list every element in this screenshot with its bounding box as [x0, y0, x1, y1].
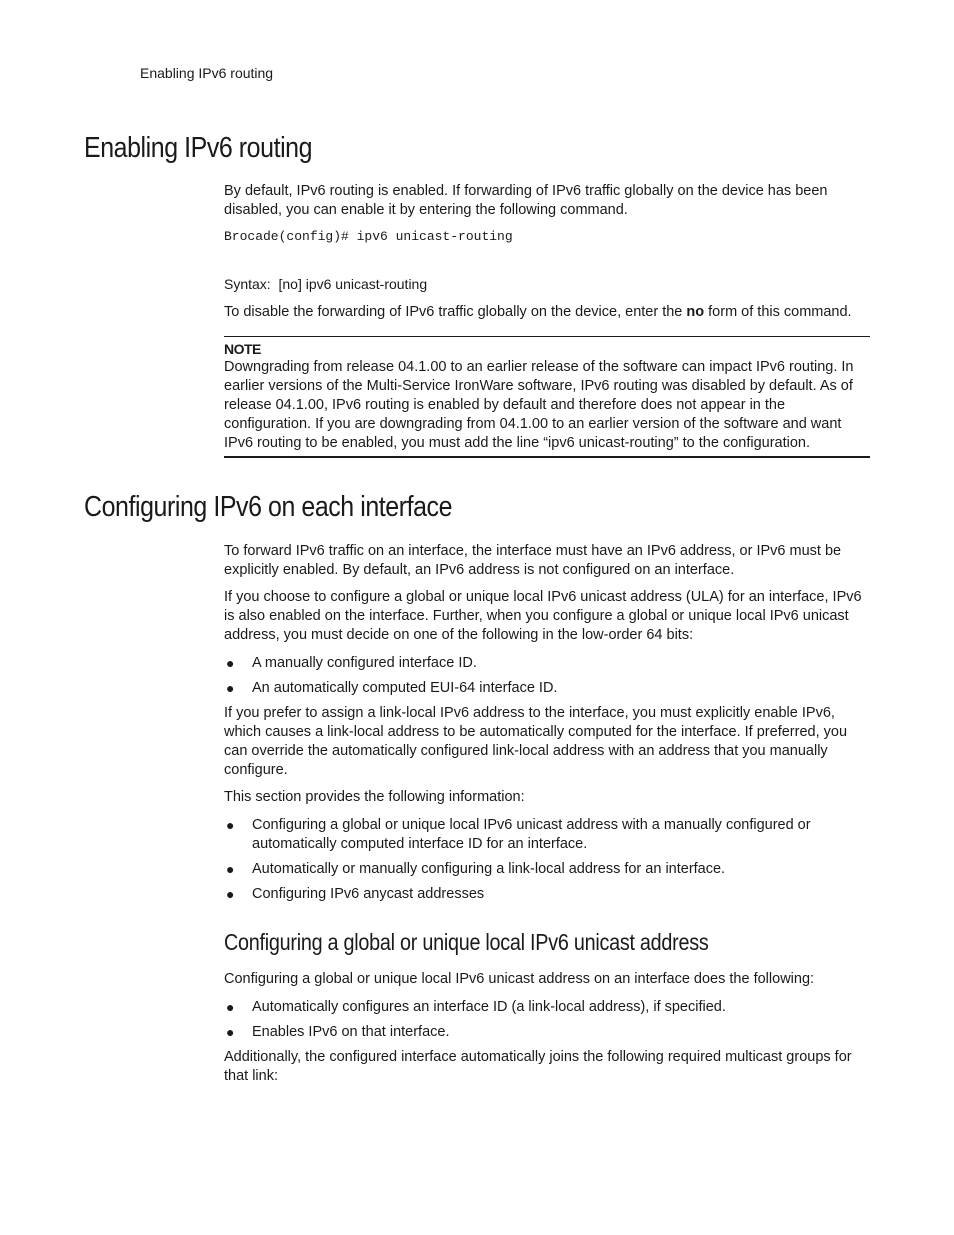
- syntax-bracket-open: [: [278, 276, 283, 292]
- list-item: ● Automatically configures an interface ID (a link-local address), if specified.: [226, 999, 726, 1015]
- intro-paragraph: By default, IPv6 routing is enabled. If forwarding of IPv6 traffic globally on the device has been disabled, you can enable it by entering the following command.: [224, 183, 828, 218]
- note-text: Downgrading from release 04.1.00 to an earlier release of the software can impact IPv6 routing. In earlier versions of the Multi-Service IronWare software, IPv6 routing was disabled by default. As of release 04.1.00, IPv6 routing is enabled by default and therefore does not appear in the configuration. If you are downgrading from 04.1.00 to an earlier version of the software and want IPv6 routing to be enabled, you must add the line “ipv6 unicast-routing” to the configuration.: [224, 359, 854, 451]
- syntax-line: [224, 276, 427, 292]
- code-example: Brocade(config)# ipv6 unicast-routing: [224, 229, 513, 244]
- paragraph-configuring-global: Configuring a global or unique local IPv6 unicast address on an interface does the following:: [224, 971, 815, 987]
- section-title-enabling-ipv6-routing: Enabling IPv6 routing: [84, 132, 313, 164]
- bullet-icon: ●: [226, 817, 235, 833]
- bullet-icon: ●: [226, 861, 235, 877]
- paragraph-section-info: This section provides the following information:: [224, 789, 525, 805]
- no-keyword: no: [686, 304, 705, 320]
- syntax-label: Syntax:: [224, 276, 271, 292]
- paragraph-multicast-groups: Additionally, the configured interface automatically joins the following required multicast groups for that link:: [224, 1049, 852, 1084]
- bullet-icon: ●: [226, 999, 235, 1015]
- disable-text-before: To disable the forwarding of IPv6 traffic globally on the device, enter the: [224, 304, 687, 320]
- bullet-icon: ●: [226, 655, 235, 671]
- paragraph-link-local: If you prefer to assign a link-local IPv6 address to the interface, you must explicitly enable IPv6, which causes a link-local address to be automatically computed for the interface. If preferred, you can override the automatically configured link-local address with an address that you manually configure.: [224, 705, 848, 778]
- syntax-bracket-close: ]: [297, 276, 302, 292]
- bullet-icon: ●: [226, 1024, 235, 1040]
- paragraph-global-address: If you choose to configure a global or unique local IPv6 unicast address (ULA) for an interface, IPv6 is also enabled on the interface. Further, when you configure a global or unique local IPv6 unicast address, you must decide on one of the following in the low-order 64 bits:: [224, 589, 862, 643]
- section-title-configuring-ipv6: Configuring IPv6 on each interface: [84, 491, 453, 523]
- syntax-no-keyword: no: [282, 276, 298, 292]
- list-item: ● An automatically computed EUI-64 interface ID.: [226, 680, 558, 696]
- list-item: ● Configuring a global or unique local IPv6 unicast address with a manually configured or automatically computed interface ID for an interface.: [226, 817, 811, 852]
- disable-paragraph: [224, 303, 872, 322]
- list-item: ● Automatically or manually configuring a link-local address for an interface.: [226, 861, 726, 877]
- list-item: ● A manually configured interface ID.: [226, 655, 477, 671]
- syntax-command: ipv6 unicast-routing: [305, 276, 428, 292]
- list-item: ● Enables IPv6 on that interface.: [226, 1024, 450, 1040]
- disable-text-after: form of this command.: [704, 304, 852, 320]
- bullet-icon: ●: [226, 680, 235, 696]
- bullet-icon: ●: [226, 886, 235, 902]
- paragraph-forward-ipv6: To forward IPv6 traffic on an interface, the interface must have an IPv6 address, or IPv6 must be explicitly enabled. By default, an IPv6 address is not configured on an interface.: [224, 543, 842, 578]
- note-box: [224, 336, 870, 458]
- running-header: Enabling IPv6 routing: [140, 65, 274, 81]
- list-item: ● Configuring IPv6 anycast addresses: [226, 886, 485, 902]
- note-label: NOTE: [224, 341, 261, 357]
- subsection-title-global-unicast: Configuring a global or unique local IPv6 unicast address: [224, 929, 709, 955]
